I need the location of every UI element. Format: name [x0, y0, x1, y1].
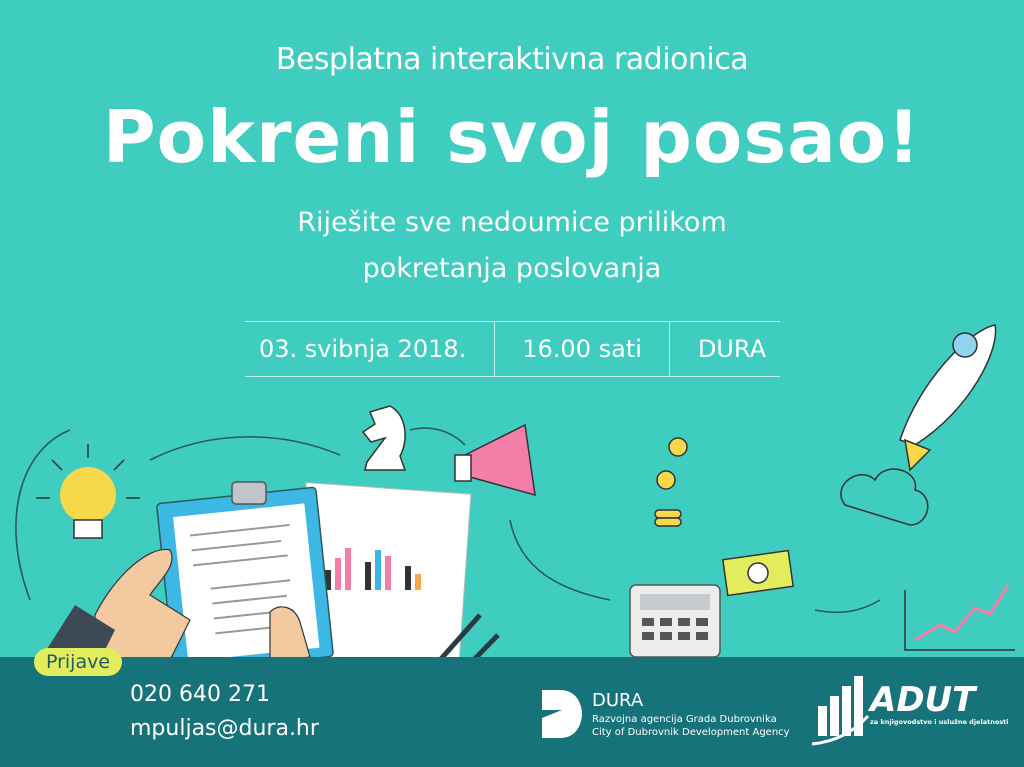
flow-arrow: [410, 428, 465, 445]
chess-knight-icon: [363, 406, 405, 470]
event-location: DURA: [697, 335, 766, 363]
adut-tagline: za knjigovodstvo i uslužne djelatnosti: [870, 718, 1009, 726]
tagline-line-2: pokretanja poslovanja: [362, 253, 662, 284]
event-date: 03. svibnja 2018.: [259, 335, 467, 363]
dura-logo-icon: [540, 688, 584, 740]
flow-arrow: [815, 600, 880, 612]
event-subtitle: Besplatna interaktivna radionica: [275, 42, 749, 77]
adut-logo-icon: [812, 672, 870, 750]
rising-chart-icon: [905, 585, 1015, 650]
lightbulb-icon: [36, 444, 140, 538]
flow-arrow: [510, 520, 610, 600]
banknote-icon: [723, 551, 793, 596]
dura-name: DURA: [592, 690, 644, 711]
calculator-icon: [630, 585, 720, 657]
coins-icon: [655, 438, 687, 526]
flow-arrow: [16, 430, 70, 600]
contact-email[interactable]: mpuljas@dura.hr: [130, 716, 319, 741]
tagline-line-1: Riješite sve nedoumice prilikom: [297, 207, 727, 238]
event-time: 16.00 sati: [522, 335, 642, 363]
megaphone-icon: [455, 425, 535, 495]
dura-line-2: City of Dubrovnik Development Agency: [592, 727, 790, 738]
clipboard-clip: [232, 482, 266, 504]
dura-line-1: Razvojna agencija Grada Dubrovnika: [592, 714, 777, 725]
rocket-icon: [841, 325, 996, 525]
contact-phone[interactable]: 020 640 271: [130, 682, 270, 707]
event-title: Pokreni svoj posao!: [102, 95, 922, 179]
registration-badge: Prijave: [34, 648, 122, 676]
adut-name: ADUT: [870, 680, 976, 720]
flow-arrow: [150, 437, 340, 460]
